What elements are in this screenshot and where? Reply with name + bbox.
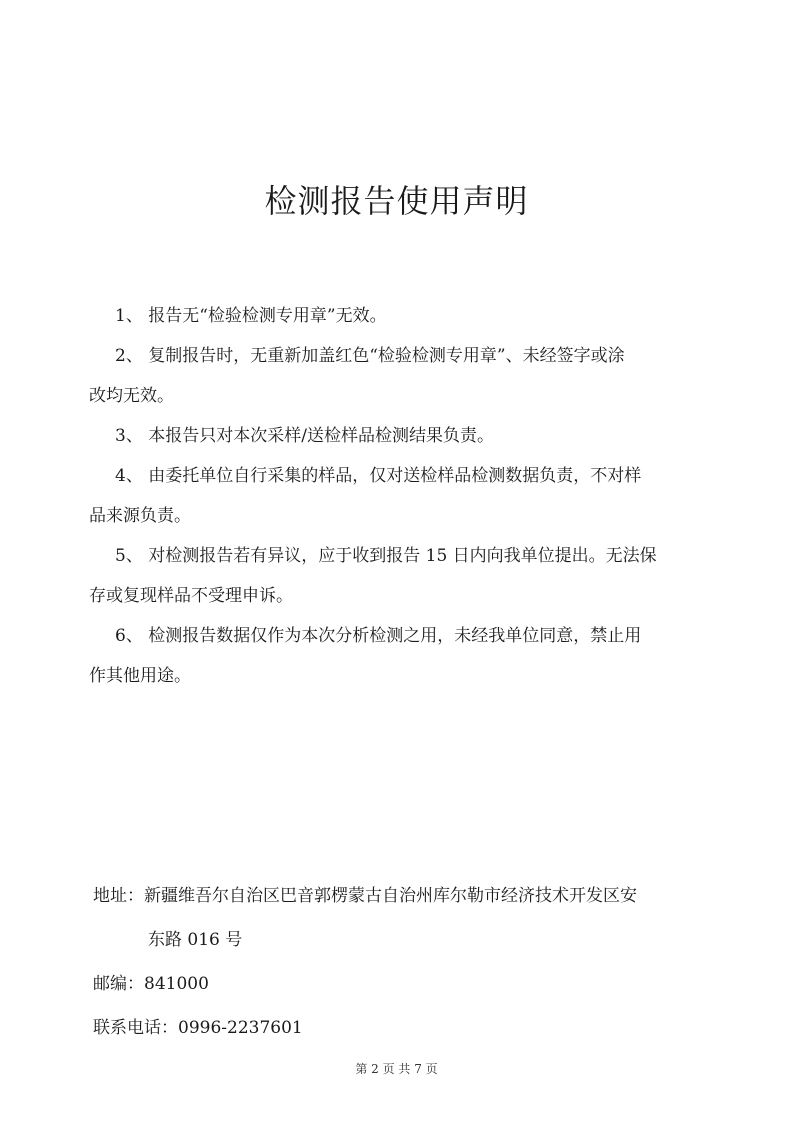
- notice-item-5: [89, 536, 695, 616]
- notice-list: [89, 296, 695, 696]
- address-row: [93, 874, 713, 918]
- phone-row: [93, 1006, 713, 1050]
- notice-text: 3、 本报告只对本次采样/送检样品检测结果负责。: [115, 426, 494, 446]
- notice-text: 4、 由委托单位自行采集的样品，仅对送检样品检测数据负责，不对样: [115, 466, 642, 486]
- notice-item-3: [115, 416, 695, 456]
- notice-item-6: [89, 616, 695, 696]
- notice-text: 1、 报告无“检验检测专用章”无效。: [115, 306, 387, 326]
- notice-text-continued: 作其他用途。: [89, 666, 191, 686]
- notice-text: 6、 检测报告数据仅作为本次分析检测之用，未经我单位同意，禁止用: [115, 626, 642, 646]
- notice-item-2: [89, 336, 695, 416]
- postcode-value: 841000: [144, 974, 209, 994]
- postcode-label: 邮编：: [93, 974, 144, 994]
- notice-item-1: [115, 296, 695, 336]
- contact-info: [93, 874, 713, 1050]
- notice-text: 5、 对检测报告若有异议，应于收到报告 15 日内向我单位提出。无法保: [115, 546, 657, 566]
- postcode-row: [93, 962, 713, 1006]
- notice-text-continued: 存或复现样品不受理申诉。: [89, 586, 293, 606]
- page-number: 第 2 页 共 7 页: [355, 1062, 438, 1076]
- page-title: 检测报告使用声明: [264, 182, 529, 220]
- address-value: 新疆维吾尔自治区巴音郭楞蒙古自治州库尔勒市经济技术开发区安: [144, 886, 637, 906]
- notice-item-4: [89, 456, 695, 536]
- notice-text-continued: 品来源负责。: [89, 506, 191, 526]
- notice-text-continued: 改均无效。: [89, 386, 174, 406]
- address-label: 地址：: [93, 886, 144, 906]
- notice-text: 2、 复制报告时，无重新加盖红色“检验检测专用章”、未经签字或涂: [115, 346, 625, 366]
- address-continued: 东路 016 号: [148, 930, 243, 950]
- phone-label: 联系电话：: [93, 1018, 178, 1038]
- phone-value: 0996-2237601: [178, 1018, 303, 1038]
